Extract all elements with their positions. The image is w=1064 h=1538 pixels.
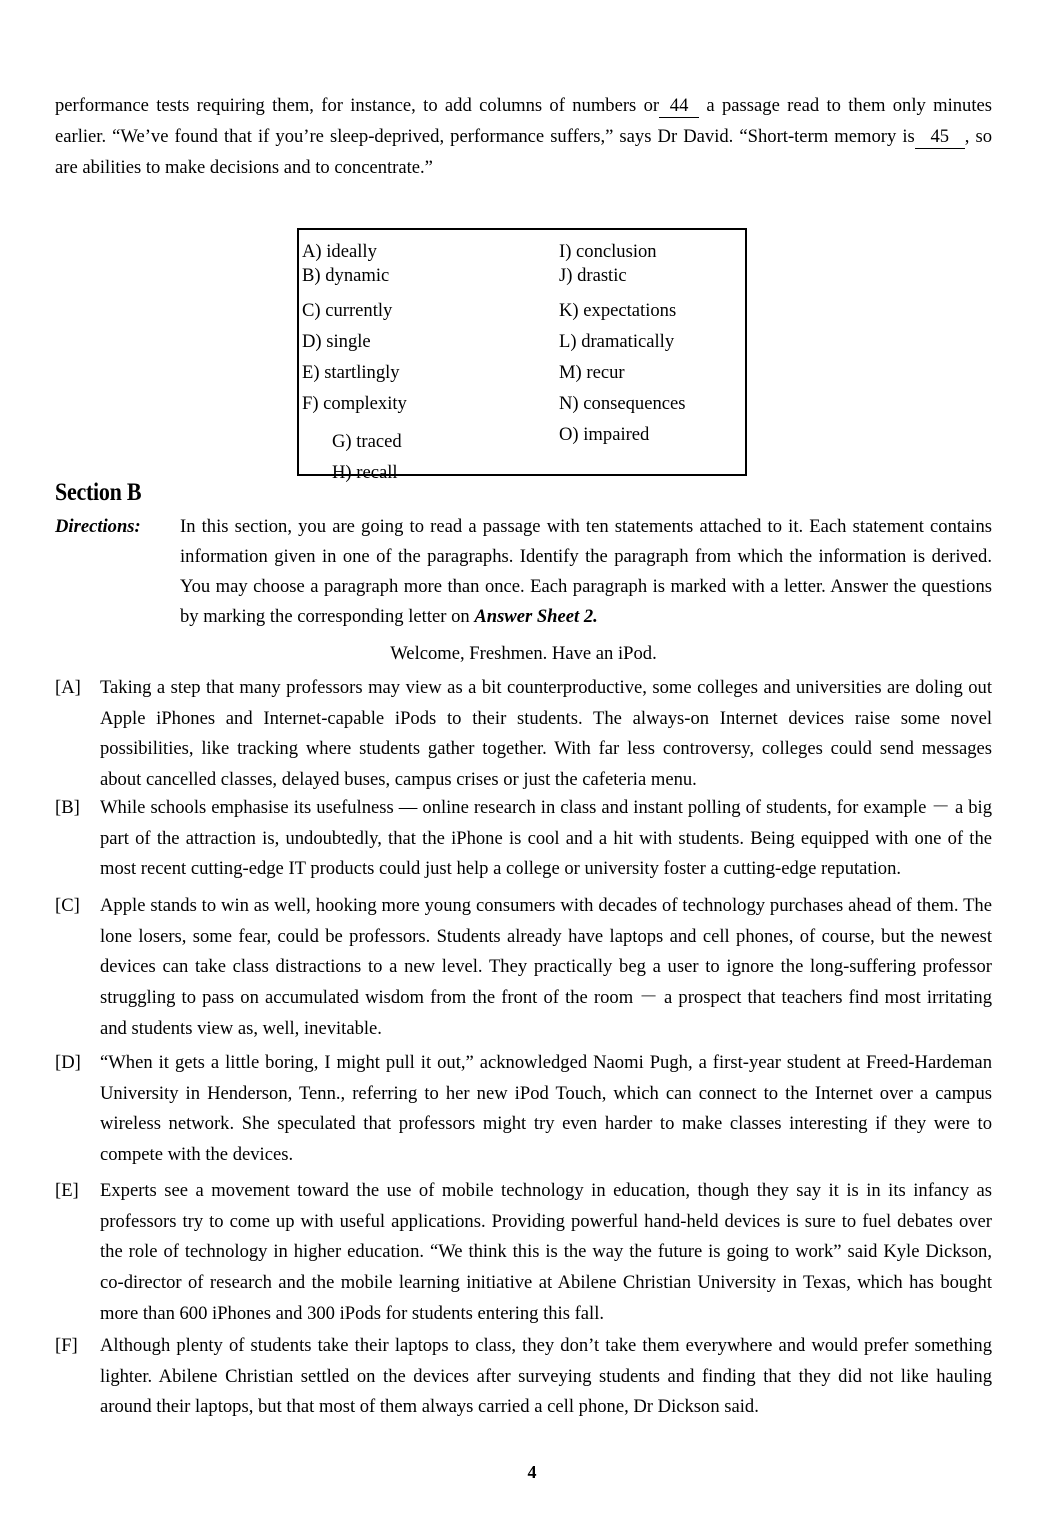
page-number: 4 [527, 1462, 537, 1482]
paragraph-a [55, 673, 992, 796]
directions-block [55, 512, 992, 632]
word-option-b[interactable]: B) dynamic [302, 265, 390, 286]
word-bank-left-column [302, 240, 552, 488]
paragraph-f-label: [F] [55, 1335, 78, 1356]
paragraph-b-label: [B] [55, 797, 80, 818]
directions-label: Directions: [55, 516, 141, 537]
passage-text-part3: , so are abilities to make decisions and to concentrate.” [55, 126, 992, 178]
word-option-l[interactable]: L) dramatically [559, 331, 675, 352]
paragraph-b-text: While schools emphasise its usefulness — online research in class and instant polling of students, for example － a big part of the attraction is, undoubtedly, that the iPhone is cool and a hit with students. Being equipped with one of the most recent cutting-edge IT products could just help a college or university foster a cutting-edge reputation. [100, 797, 992, 880]
word-option-f[interactable]: F) complexity [302, 393, 407, 414]
paragraph-c-text: Apple stands to win as well, hooking more young consumers with decades of technology purchases ahead of them. The lone losers, some fear, could be professors. Students already have laptops and cell phones, of course, but the newest devices can take class distractions to a new level. They practically beg a user to ignore the long-suffering professor struggling to pass on accumulated wisdom from the front of the room － a prospect that teachers find most irritating and students view as, well, inevitable. [100, 895, 992, 1039]
paragraph-a-text: Taking a step that many professors may view as a bit counterproductive, some colleges and universities are doling out Apple iPhones and Internet-capable iPods to their students. The always-on Internet devices raise some novel possibilities, like tracking where students gather together. With far less controversy, colleges could send messages about cancelled classes, delayed buses, campus crises or just the cafeteria menu. [100, 677, 992, 791]
paragraph-d-text: “When it gets a little boring, I might pull it out,” acknowledged Naomi Pugh, a first-year student at Freed-Hardeman University in Henderson, Tenn., referring to her new iPod Touch, which can connect to the Internet over a campus wireless network. She speculated that professors might try even harder to make classes interesting if they were to compete with the devices. [100, 1052, 992, 1166]
directions-text [180, 512, 992, 632]
passage-continuation [55, 90, 992, 183]
word-option-a[interactable]: A) ideally [302, 241, 377, 262]
paragraph-e [55, 1176, 992, 1330]
word-option-n[interactable]: N) consequences [559, 393, 686, 414]
paragraph-d [55, 1048, 992, 1171]
article-title: Welcome, Freshmen. Have an iPod. [390, 643, 657, 664]
word-option-o[interactable]: O) impaired [559, 424, 650, 445]
answer-sheet-emphasis: Answer Sheet 2. [474, 606, 598, 627]
paragraph-e-text: Experts see a movement toward the use of mobile technology in education, though they say it is in its infancy as professors try to come up with useful applications. Providing powerful hand-held devices is sure to fuel debates over the role of technology in higher education. “We think this is the way the future is going to work” said Kyle Dickson, co-director of research and the mobile learning initiative at Abilene Christian University in Texas, which has bought more than 600 iPhones and 300 iPods for students entering this fall. [100, 1180, 992, 1324]
paragraph-a-label: [A] [55, 677, 81, 698]
passage-text-part2: a passage read to them only minutes earlier. “We’ve found that if you’re sleep-deprived, performance suffers,” says Dr David. “Short-term memory is [55, 95, 992, 147]
blank-44[interactable]: 44 [659, 95, 699, 118]
paragraph-d-label: [D] [55, 1052, 81, 1073]
word-option-e[interactable]: E) startlingly [302, 362, 400, 383]
passage-text-part1: performance tests requiring them, for instance, to add columns of numbers or [55, 95, 660, 116]
word-bank-box [297, 228, 747, 483]
blank-45[interactable]: 45 [915, 126, 965, 149]
word-option-h[interactable]: H) recall [332, 462, 398, 483]
paragraph-c [55, 891, 992, 1045]
paragraph-b [55, 793, 992, 885]
word-option-k[interactable]: K) expectations [559, 300, 677, 321]
directions-body: In this section, you are going to read a passage with ten statements attached to it. Each statement contains information given in one of the paragraphs. Identify the paragraph from which the information is derived. You may choose a paragraph more than once. Each paragraph is marked with a letter. Answer the questions by marking the corresponding letter on [180, 516, 992, 627]
word-bank-right-column [559, 240, 744, 450]
paragraph-f-text: Although plenty of students take their laptops to class, they don’t take them everywhere and would prefer something lighter. Abilene Christian settled on the devices after surveying students and finding that they did not like hauling around their laptops, but that most of them always carried a cell phone, Dr Dickson said. [100, 1335, 992, 1418]
word-option-i[interactable]: I) conclusion [559, 241, 657, 262]
section-b-heading: Section B [55, 479, 142, 506]
word-option-m[interactable]: M) recur [559, 362, 625, 383]
word-option-j[interactable]: J) drastic [559, 265, 627, 286]
word-option-d[interactable]: D) single [302, 331, 371, 352]
paragraph-f [55, 1331, 992, 1423]
word-option-c[interactable]: C) currently [302, 300, 393, 321]
word-option-g[interactable]: G) traced [332, 431, 402, 452]
paragraph-c-label: [C] [55, 895, 80, 916]
paragraph-e-label: [E] [55, 1180, 79, 1201]
